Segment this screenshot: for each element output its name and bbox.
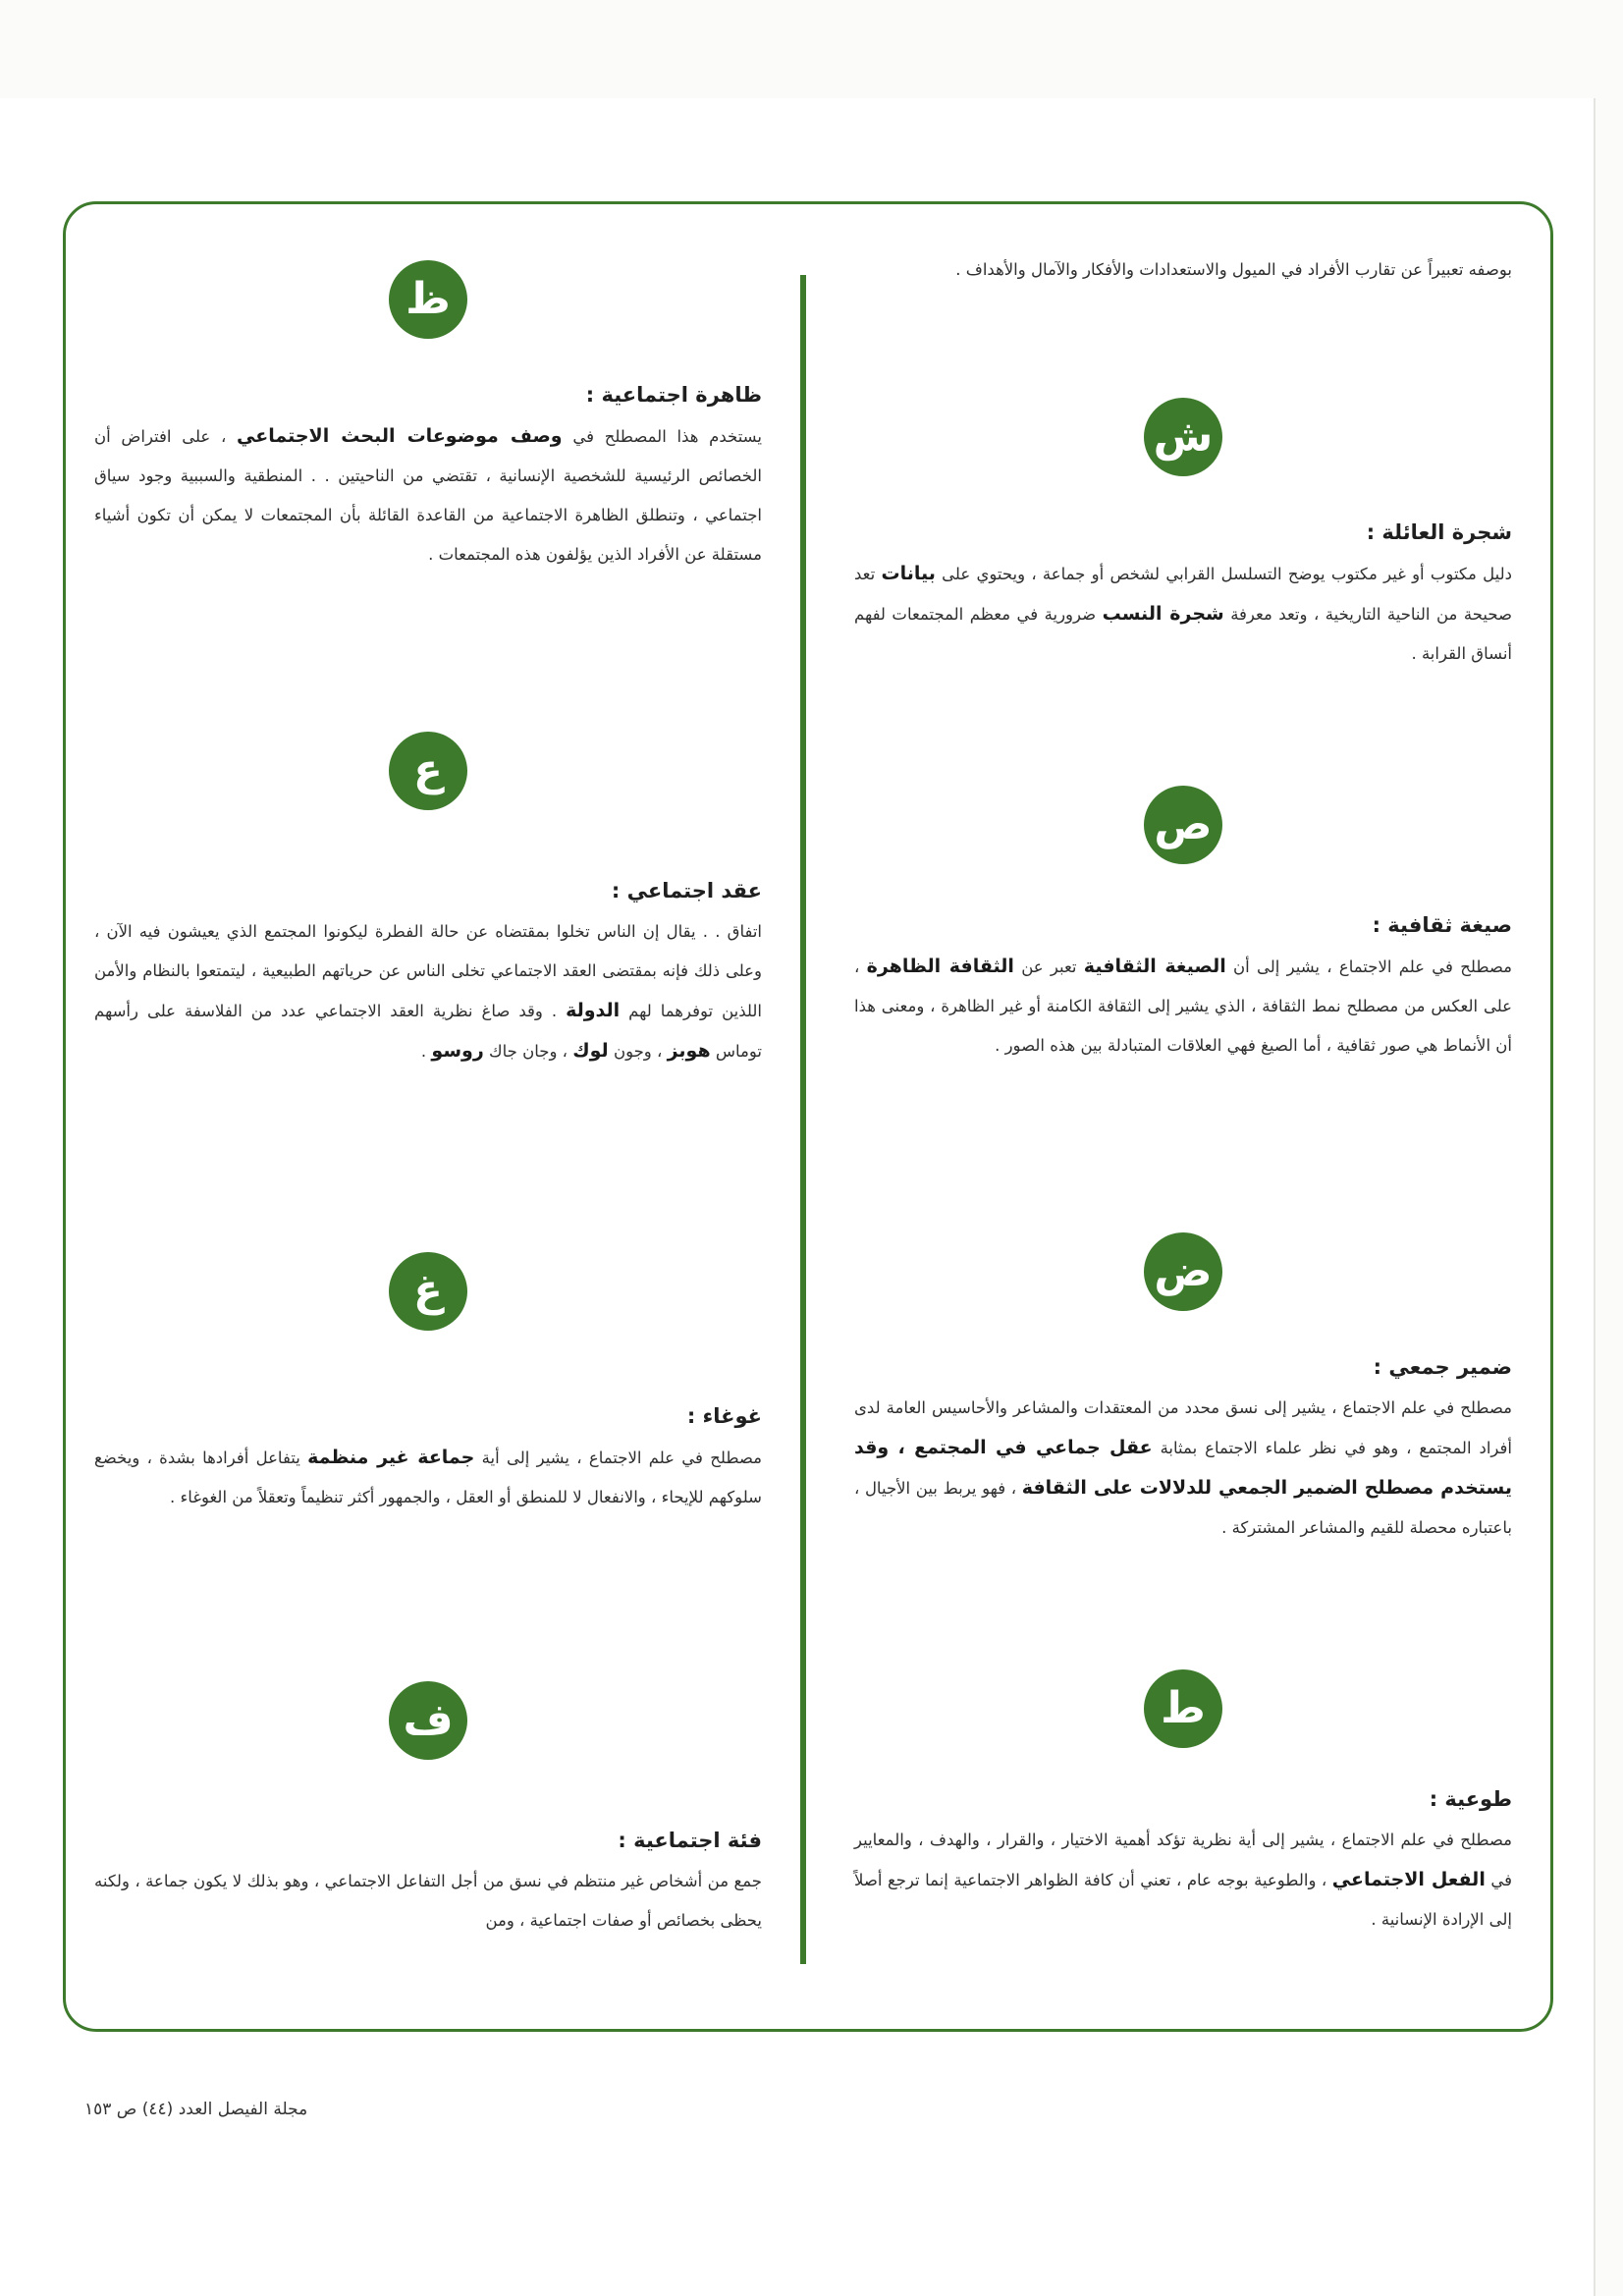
entry-term: ظاهرة اجتماعية : — [585, 383, 762, 407]
entry-definition: مصطلح في علم الاجتماع ، يشير إلى أية جماعة غير منظمة يتفاعل أفرادها بشدة ، ويخضع سلوكهم للإيحاء ، والانفعال لا للمنطق أو العقل ، والجمهور أكثر تنظيماً وتعقلاً من الغوغاء . — [94, 1447, 763, 1506]
letter-badge: ض — [1144, 1232, 1222, 1311]
entry-definition: مصطلح في علم الاجتماع ، يشير إلى أية نظرية تؤكد أهمية الاختيار ، والقرار ، والهدف ، والمعايير في الفعل الاجتماعي ، والطوعية بوجه عام ، تعني أن كافة الظواهر الاجتماعية إنما ترجع أصلاً إلى الإرادة الإنسانية . — [854, 1831, 1512, 1929]
entry-definition: مصطلح في علم الاجتماع ، يشير إلى نسق محدد من المعتقدات والمشاعر والأحاسيس العامة لدى أفراد المجتمع ، وهو في نظر علماء الاجتماع بمثابة عقل جماعي في المجتمع ، وقد يستخدم مصطلح الضمير الجمعي للدلالات على الثقافة ، فهو يربط بين الأجيال ، باعتباره محصلة للقيم والمشاعر المشتركة . — [854, 1398, 1512, 1537]
entry-term: صيغة ثقافية : — [1372, 913, 1512, 937]
entry-term: عقد اجتماعي : — [611, 879, 762, 902]
entry-definition: دليل مكتوب أو غير مكتوب يوضح التسلسل القرابي لشخص أو جماعة ، ويحتوي على بيانات تعد صحيحة من الناحية التاريخية ، وتعد معرفة شجرة النسب ضرورية في معظم المجتمعات لفهم أنساق القرابة . — [854, 563, 1512, 663]
letter-badge: ط — [1144, 1669, 1222, 1748]
intro-paragraph: بوصفه تعبيراً عن تقارب الأفراد في الميول والاستعدادات والأفكار والآمال والأهداف . — [955, 260, 1512, 279]
entry-definition: اتفاق . . يقال إن الناس تخلوا بمقتضاه عن حالة الفطرة ليكونوا المجتمع الذي يعيشون فيه الآن ، وعلى ذلك فإنه بمقتضى العقد الاجتماعي تخلى الناس عن حرياتهم الطبيعية ، ليتمتعوا بالنظام والأمن اللذين توفرهما لهم الدولة . وقد صاغ نظرية العقد الاجتماعي عدد من الفلاسفة على رأسهم توماس هوبز ، وجون لوك ، وجان جاك روسو . — [94, 922, 762, 1062]
letter-badge: ف — [389, 1681, 467, 1760]
entry-term: طوعية : — [1429, 1787, 1512, 1811]
letter-badge: ش — [1144, 398, 1222, 476]
letter-badge: غ — [389, 1252, 467, 1331]
column-divider — [800, 275, 806, 1964]
entry-term: غوغاء : — [686, 1404, 762, 1428]
entry-definition: جمع من أشخاص غير منتظم في نسق من أجل التفاعل الاجتماعي ، وهو بذلك لا يكون جماعة ، ولكنه يحظى بخصائص أو صفات اجتماعية ، ومن — [94, 1872, 762, 1930]
entry-term: فئة اجتماعية : — [618, 1829, 762, 1852]
page-footer: مجلة الفيصل العدد (٤٤) ص ١٥٣ — [84, 2100, 308, 2119]
letter-badge: ع — [389, 732, 467, 810]
letter-badge: ص — [1144, 786, 1222, 864]
entry-term: ضمير جمعي : — [1373, 1355, 1512, 1379]
entry-term: شجرة العائلة : — [1366, 520, 1512, 544]
letter-badge: ظ — [389, 260, 467, 339]
entry-definition: يستخدم هذا المصطلح في وصف موضوعات البحث الاجتماعي ، على افتراض أن الخصائص الرئيسية للشخصية الإنسانية ، تقتضي من الناحيتين . . المنطقية والسببية وجود سياق اجتماعي ، وتنطلق الظاهرة الاجتماعية من القاعدة القائلة بأن المجتمعات لا يمكن أن تكون أشياء مستقلة عن الأفراد الذين يؤلفون هذه المجتمعات . — [94, 425, 762, 564]
continued-text — [854, 250, 1512, 290]
entry-definition: مصطلح في علم الاجتماع ، يشير إلى أن الصيغة الثقافية تعبر عن الثقافة الظاهرة ، على العكس من مصطلح نمط الثقافة ، الذي يشير إلى الثقافة الكامنة أو غير الظاهرة ، ومعنى هذا أن الأنماط هي صور ثقافية ، أما الصيغ فهي العلاقات المتبادلة بين هذه الصور . — [854, 956, 1513, 1055]
